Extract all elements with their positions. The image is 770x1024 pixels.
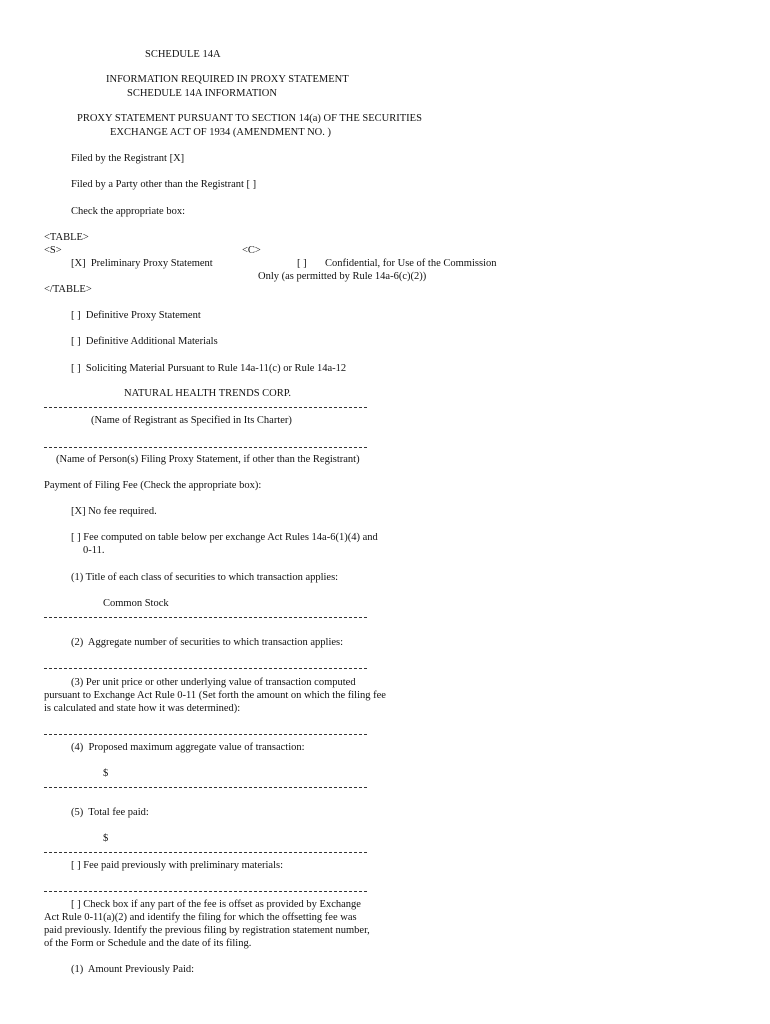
divider bbox=[44, 668, 367, 669]
offset-option-line2: Act Rule 0-11(a)(2) and identify the filing for which the offsetting fee was bbox=[44, 912, 357, 923]
fee-computed-option-line2: 0-11. bbox=[83, 545, 105, 556]
registrant-name-caption: (Name of Registrant as Specified in Its Charter) bbox=[91, 415, 292, 426]
divider bbox=[44, 447, 367, 448]
definitive-additional-option: [ ] Definitive Additional Materials bbox=[71, 336, 218, 347]
fee-paid-previously-option: [ ] Fee paid previously with preliminary materials: bbox=[71, 860, 283, 871]
filing-person-caption: (Name of Person(s) Filing Proxy Statement, if other than the Registrant) bbox=[56, 454, 360, 465]
table-col-s-tag: <S> bbox=[44, 245, 62, 256]
amount-previously-paid-label: (1) Amount Previously Paid: bbox=[71, 964, 195, 975]
schedule-title: SCHEDULE 14A bbox=[145, 49, 221, 60]
offset-option-line1: [ ] Check box if any part of the fee is offset as provided by Exchange bbox=[71, 899, 361, 910]
confidential-option-line2: Only (as permitted by Rule 14a-6(c)(2)) bbox=[258, 271, 427, 282]
divider bbox=[44, 891, 367, 892]
offset-option-line3: paid previously. Identify the previous filing by registration statement number, bbox=[44, 925, 370, 936]
table-open-tag: <TABLE> bbox=[44, 232, 89, 243]
preliminary-proxy-option: [X] Preliminary Proxy Statement bbox=[71, 258, 213, 269]
divider bbox=[44, 617, 367, 618]
item-3-label-line1: (3) Per unit price or other underlying value of transaction computed bbox=[71, 677, 356, 688]
item-3-label-line3: is calculated and state how it was determined): bbox=[44, 703, 241, 714]
fee-computed-option-line1: [ ] Fee computed on table below per exchange Act Rules 14a-6(1)(4) and bbox=[71, 532, 378, 543]
info-required-heading: INFORMATION REQUIRED IN PROXY STATEMENT bbox=[106, 74, 349, 85]
table-close-tag: </TABLE> bbox=[44, 284, 92, 295]
confidential-option-line1: Confidential, for Use of the Commission bbox=[325, 258, 497, 269]
proxy-statement-heading-1: PROXY STATEMENT PURSUANT TO SECTION 14(a) OF THE SECURITIES bbox=[77, 113, 422, 124]
item-1-value: Common Stock bbox=[103, 598, 169, 609]
proxy-statement-heading-2: EXCHANGE ACT OF 1934 (AMENDMENT NO. ) bbox=[110, 127, 331, 138]
filed-by-party: Filed by a Party other than the Registrant [ ] bbox=[71, 179, 257, 190]
item-5-label: (5) Total fee paid: bbox=[71, 807, 149, 818]
item-4-label: (4) Proposed maximum aggregate value of transaction: bbox=[71, 742, 305, 753]
filed-by-registrant: Filed by the Registrant [X] bbox=[71, 153, 185, 164]
confidential-checkbox: [ ] bbox=[297, 258, 307, 269]
check-box-instruction: Check the appropriate box: bbox=[71, 206, 186, 217]
divider bbox=[44, 787, 367, 788]
divider bbox=[44, 852, 367, 853]
no-fee-option: [X] No fee required. bbox=[71, 506, 157, 517]
item-3-label-line2: pursuant to Exchange Act Rule 0-11 (Set forth the amount on which the filing fee bbox=[44, 690, 386, 701]
registrant-name: NATURAL HEALTH TRENDS CORP. bbox=[124, 388, 292, 399]
divider bbox=[44, 734, 367, 735]
item-2-label: (2) Aggregate number of securities to which transaction applies: bbox=[71, 637, 344, 648]
soliciting-material-option: [ ] Soliciting Material Pursuant to Rule 14a-11(c) or Rule 14a-12 bbox=[71, 363, 347, 374]
table-col-c-tag: <C> bbox=[242, 245, 261, 256]
item-1-label: (1) Title of each class of securities to which transaction applies: bbox=[71, 572, 339, 583]
item-4-value: $ bbox=[103, 768, 109, 779]
filing-fee-heading: Payment of Filing Fee (Check the appropriate box): bbox=[44, 480, 262, 491]
schedule-info-heading: SCHEDULE 14A INFORMATION bbox=[127, 88, 277, 99]
item-5-value: $ bbox=[103, 833, 109, 844]
definitive-proxy-option: [ ] Definitive Proxy Statement bbox=[71, 310, 201, 321]
divider bbox=[44, 407, 367, 408]
offset-option-line4: of the Form or Schedule and the date of its filing. bbox=[44, 938, 252, 949]
